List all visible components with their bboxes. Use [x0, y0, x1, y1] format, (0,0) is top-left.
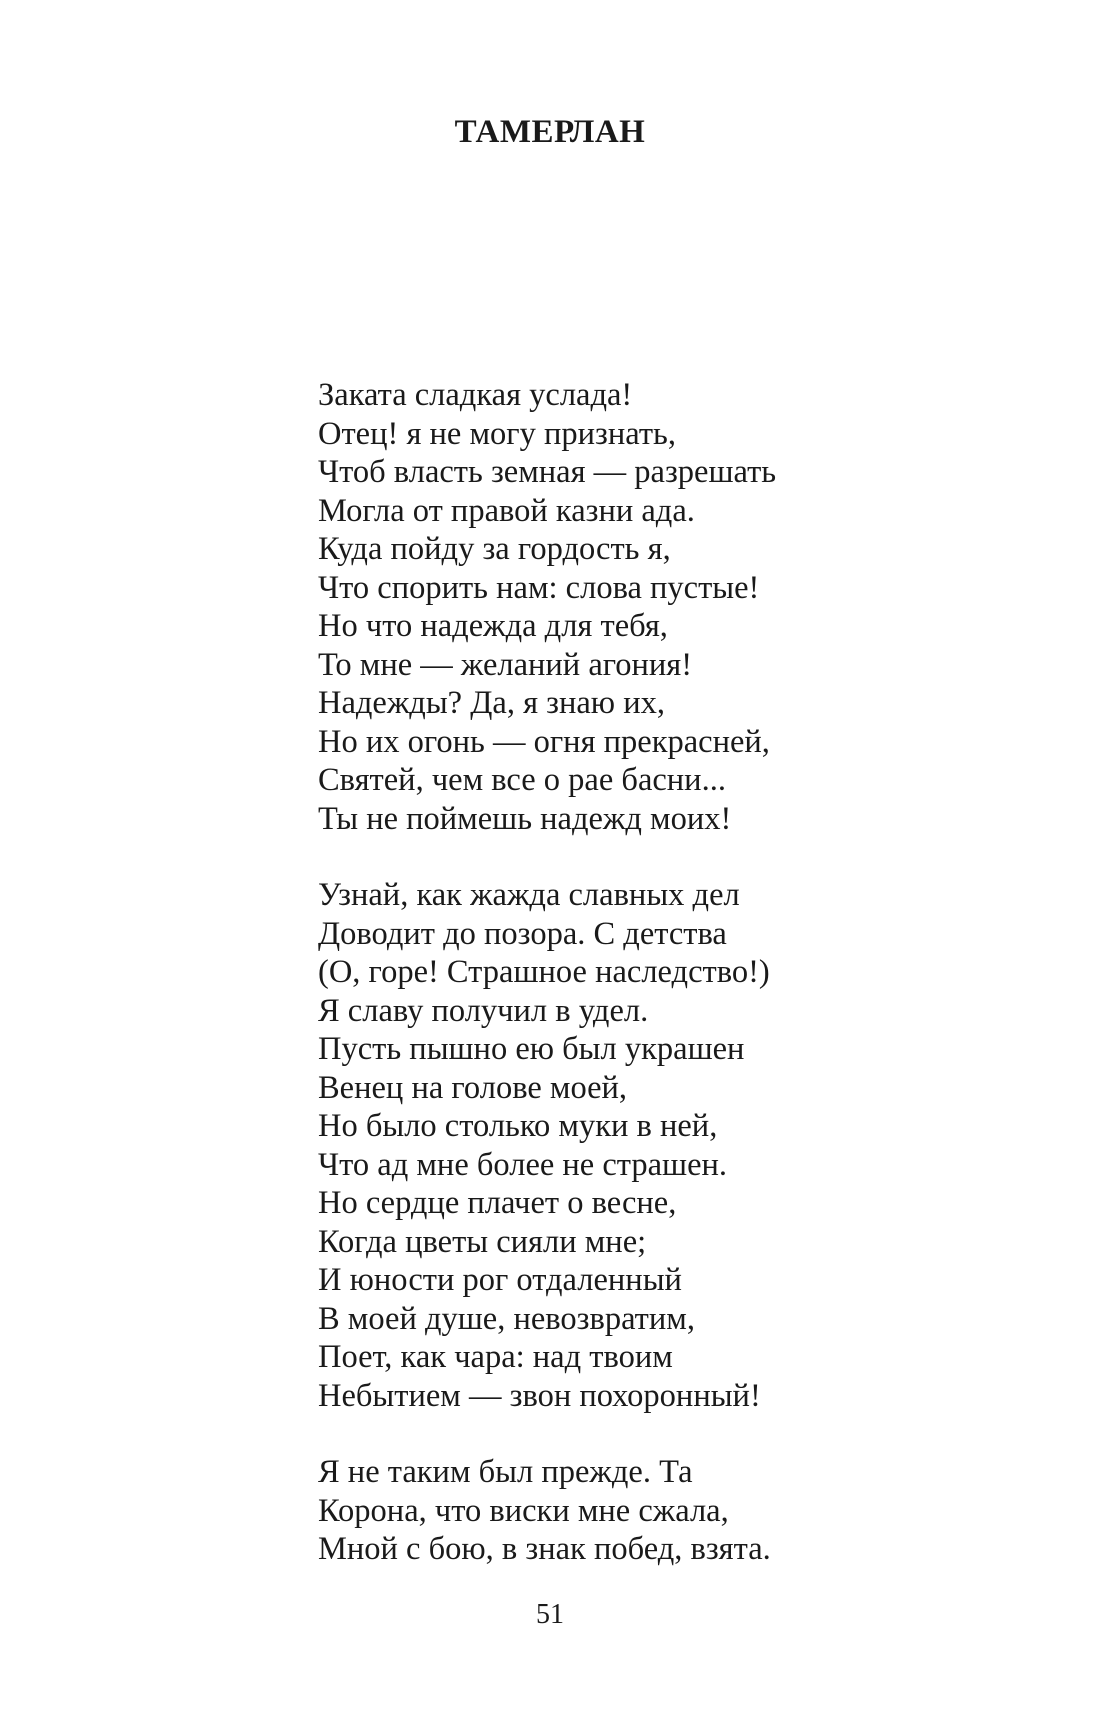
poem-line: Поет, как чара: над твоим [318, 1339, 673, 1375]
poem-line: Небытием — звон похоронный! [318, 1377, 761, 1414]
poem-line: Венец на голове моей, [318, 1069, 628, 1106]
poem-line: Но что надежда для тебя, [318, 608, 668, 644]
poem-line: То мне — желаний агония! [318, 646, 693, 683]
poem-line: Я славу получил в удел. [318, 992, 649, 1029]
poem-line: Отец! я не могу признать, [318, 415, 676, 452]
poem-line: Я не таким был прежде. Та [318, 1454, 693, 1490]
stanza-2 [318, 876, 1038, 1415]
page-number: 51 [536, 1599, 564, 1630]
poem-line: Корона, что виски мне сжала, [318, 1492, 729, 1529]
poem-line: Когда цветы сияли мне; [318, 1223, 647, 1260]
poem-line: Могла от правой казни ада. [318, 492, 695, 529]
stanza-3 [318, 1453, 1038, 1569]
poem-line: Мной с бою, в знак побед, взята. [318, 1531, 771, 1567]
poem-title: ТАМЕРЛАН [454, 114, 646, 150]
poem-line: Пусть пышно ею был украшен [318, 1031, 745, 1067]
poem-line: Доводит до позора. С детства [318, 915, 727, 952]
poem-line: Чтоб власть земная — разрешать [318, 454, 777, 490]
poem-line: Узнай, как жажда славных дел [318, 877, 740, 913]
poem-line: Святей, чем все о рае басни... [318, 762, 726, 798]
poem-line: Куда пойду за гордость я, [318, 531, 671, 567]
poem-body [318, 376, 1038, 1569]
poem-line: Но их огонь — огня прекрасней, [318, 723, 770, 760]
poem-line: Что ад мне более не страшен. [318, 1146, 728, 1183]
poem-line: И юности рог отдаленный [318, 1262, 682, 1298]
poem-line: Заката сладкая услада! [318, 377, 633, 413]
poem-line: В моей душе, невозвратим, [318, 1300, 695, 1337]
poem-line: Ты не поймешь надежд моих! [318, 800, 732, 837]
poem-line: Но сердце плачет о весне, [318, 1185, 677, 1221]
poem-line: Но было столько муки в ней, [318, 1108, 718, 1144]
stanza-1 [318, 376, 1038, 838]
poem-line: Надежды? Да, я знаю их, [318, 685, 665, 721]
poem-line: Что спорить нам: слова пустые! [318, 569, 760, 606]
poem-line: (О, горе! Страшное наследство!) [318, 954, 770, 990]
